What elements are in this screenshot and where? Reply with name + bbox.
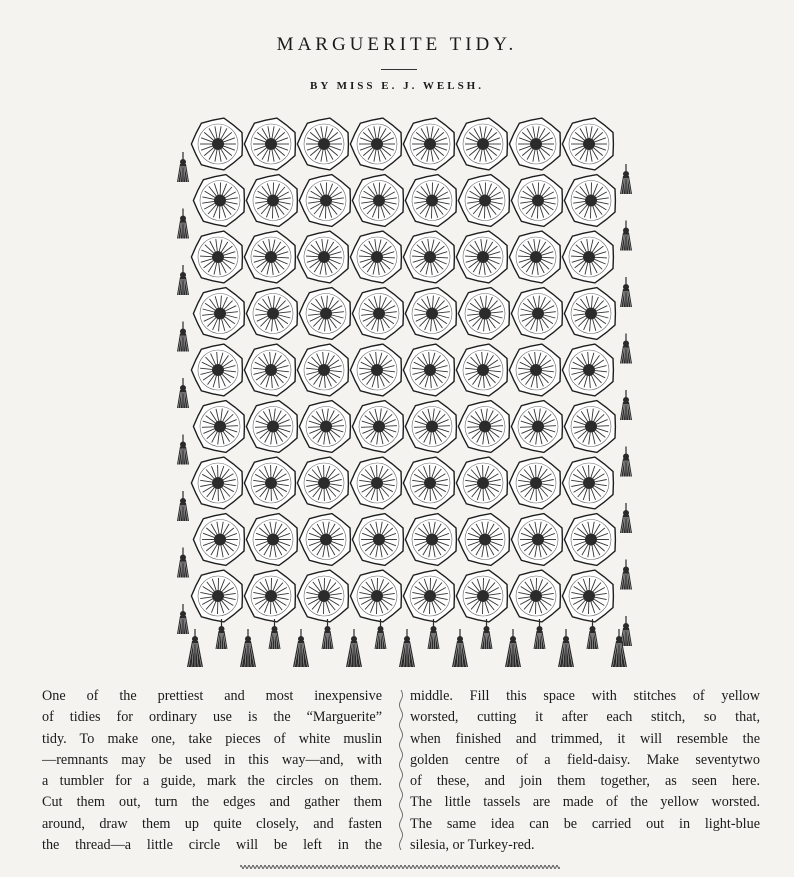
side-tassel — [177, 209, 189, 239]
daisy-circle — [456, 118, 507, 170]
daisy-circle — [191, 570, 242, 622]
side-tassel — [177, 491, 189, 521]
daisy-circle — [246, 288, 297, 340]
daisy-circle — [509, 231, 560, 283]
daisy-circle — [244, 570, 295, 622]
text-line: of these, and join them together, as seen here. — [410, 773, 760, 790]
side-tassel — [620, 277, 632, 307]
daisy-circle — [456, 570, 507, 622]
daisy-circle — [511, 175, 562, 227]
daisy-circle — [350, 570, 401, 622]
bottom-tassel — [558, 629, 574, 667]
text-line: golden centre of a field-daisy. Make seventytwo — [410, 751, 760, 768]
daisy-circle — [562, 118, 613, 170]
daisy-circle — [246, 401, 297, 453]
daisy-circle — [299, 288, 350, 340]
daisy-circle — [562, 344, 613, 396]
daisy-circle — [191, 344, 242, 396]
daisy-circle — [191, 118, 242, 170]
daisy-circle — [191, 231, 242, 283]
body-column-left — [42, 686, 382, 856]
daisy-circle — [350, 457, 401, 509]
side-tassel — [177, 548, 189, 578]
body-column-right — [410, 686, 760, 856]
daisy-circle — [458, 175, 509, 227]
daisy-circle — [509, 344, 560, 396]
bottom-tassel — [505, 629, 521, 667]
side-tassel — [177, 378, 189, 408]
daisy-circle — [193, 288, 244, 340]
daisy-circle — [246, 175, 297, 227]
daisy-circle — [403, 231, 454, 283]
daisy-circle — [193, 175, 244, 227]
bottom-tassel — [587, 619, 599, 649]
daisy-circle — [405, 514, 456, 566]
daisy-circle — [244, 457, 295, 509]
bottom-tassel — [216, 619, 228, 649]
daisy-circle — [562, 231, 613, 283]
daisy-circle — [509, 570, 560, 622]
daisy-circle — [350, 231, 401, 283]
side-tassel — [620, 390, 632, 420]
daisy-circle — [456, 231, 507, 283]
text-line: of tidies for ordinary use is the “Marguerite” — [42, 709, 382, 726]
daisy-circle — [350, 344, 401, 396]
text-line: The little tassels are made of the yellow worsted. — [410, 794, 760, 811]
daisy-circle — [352, 514, 403, 566]
text-line: around, draw them up quite closely, and fasten — [42, 815, 382, 832]
daisy-circle — [511, 514, 562, 566]
side-tassel — [177, 435, 189, 465]
bottom-tassel — [322, 619, 334, 649]
daisy-circle — [564, 401, 615, 453]
bottom-tassel — [428, 619, 440, 649]
bottom-tassel — [293, 629, 309, 667]
daisy-circle — [564, 175, 615, 227]
daisy-circle — [562, 457, 613, 509]
daisy-circle — [299, 175, 350, 227]
daisy-circle — [511, 288, 562, 340]
daisy-circle — [299, 514, 350, 566]
daisy-circle — [297, 231, 348, 283]
daisy-circle — [403, 457, 454, 509]
daisy-circle — [352, 175, 403, 227]
text-line: when finished and trimmed, it will resemble the — [410, 730, 760, 747]
daisy-circle — [562, 570, 613, 622]
text-line: middle. Fill this space with stitches of yellow — [410, 688, 760, 704]
bottom-tassel — [481, 619, 493, 649]
text-line: Cut them out, turn the edges and gather them — [42, 794, 382, 811]
bottom-tassel — [452, 629, 468, 667]
daisy-circle — [564, 514, 615, 566]
daisy-circle — [299, 401, 350, 453]
tidy-engraving — [160, 108, 640, 678]
daisy-circle — [297, 457, 348, 509]
daisy-circle — [191, 457, 242, 509]
daisy-circle — [456, 457, 507, 509]
text-line: the thread—a little circle will be left in the — [42, 837, 382, 854]
daisy-circle — [458, 288, 509, 340]
tidy-illustration — [160, 108, 640, 678]
daisy-circle — [509, 118, 560, 170]
daisy-circle — [193, 401, 244, 453]
daisy-circle — [405, 288, 456, 340]
daisy-circle — [193, 514, 244, 566]
side-tassel — [177, 265, 189, 295]
text-line: silesia, or Turkey-red. — [410, 837, 535, 854]
bottom-tassel — [375, 619, 387, 649]
text-line: a tumbler for a guide, mark the circles on them. — [42, 773, 382, 790]
daisy-circle — [244, 344, 295, 396]
daisy-circle — [403, 344, 454, 396]
daisy-circle — [456, 344, 507, 396]
side-tassel — [620, 560, 632, 590]
text-line: —remnants may be used in this way—and, with — [42, 751, 382, 768]
daisy-circle — [350, 118, 401, 170]
side-tassel — [177, 604, 189, 634]
daisy-circle — [403, 118, 454, 170]
daisy-circle — [405, 401, 456, 453]
daisy-circle — [246, 514, 297, 566]
daisy-circle — [352, 401, 403, 453]
article-title: MARGUERITE TIDY. — [276, 34, 518, 55]
side-tassel — [177, 322, 189, 352]
daisy-circle — [297, 344, 348, 396]
text-line: tidy. To make one, take pieces of white muslin — [42, 730, 382, 747]
side-tassel — [620, 334, 632, 364]
daisy-circle — [458, 514, 509, 566]
daisy-circle — [509, 457, 560, 509]
daisy-circle — [405, 175, 456, 227]
bottom-tassel — [240, 629, 256, 667]
article-byline: BY MISS E. J. WELSH. — [309, 80, 484, 92]
daisy-circle — [297, 118, 348, 170]
daisy-circle — [244, 231, 295, 283]
text-line: worsted, cutting it after each stitch, so that, — [410, 709, 760, 726]
side-tassel — [620, 164, 632, 194]
daisy-circle — [403, 570, 454, 622]
daisy-circle — [244, 118, 295, 170]
daisy-circle — [352, 288, 403, 340]
side-tassel — [620, 503, 632, 533]
side-tassel — [620, 447, 632, 477]
side-tassel — [177, 152, 189, 182]
bottom-tassel — [346, 629, 362, 667]
bottom-ornamental-rule — [240, 864, 560, 870]
bottom-tassel — [534, 619, 546, 649]
daisy-circle — [297, 570, 348, 622]
bottom-tassel — [399, 629, 415, 667]
side-tassel — [620, 221, 632, 251]
bottom-tassel — [187, 629, 203, 667]
text-line: One of the prettiest and most inexpensive — [42, 688, 382, 704]
text-line: The same idea can be carried out in light-blue — [410, 815, 760, 832]
bottom-tassel — [269, 619, 281, 649]
column-divider — [398, 690, 404, 850]
title-rule — [381, 69, 417, 70]
daisy-circle — [458, 401, 509, 453]
daisy-circle — [511, 401, 562, 453]
daisy-circle — [564, 288, 615, 340]
